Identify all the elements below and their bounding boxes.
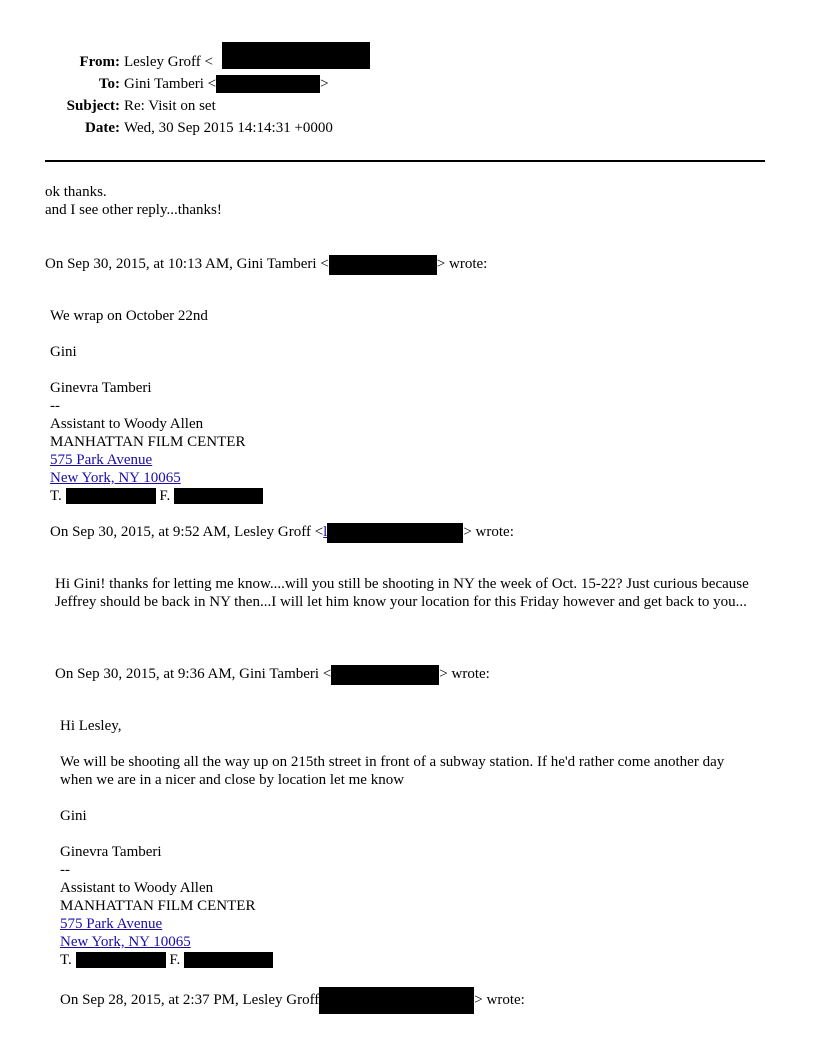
quote3-phone-redaction <box>76 952 166 968</box>
quote3-sig-name: Ginevra Tamberi <box>60 844 162 860</box>
quote3-phone-label: T. <box>60 952 72 968</box>
quote3-fax-redaction <box>184 952 273 968</box>
quote3-fax-label: F. <box>169 952 181 968</box>
quote1-intro-suffix: > wrote: <box>436 256 488 272</box>
quote1-sig-title: Assistant to Woody Allen <box>50 416 204 432</box>
quote1-address-link[interactable]: 575 Park Avenue <box>50 452 153 468</box>
quote3-intro <box>55 665 490 685</box>
to-close: > <box>320 76 329 92</box>
quote1-message: We wrap on October 22nd <box>50 308 208 324</box>
quote2-intro-prefix: On Sep 30, 2015, at 9:52 AM, Lesley Groff < <box>50 524 324 540</box>
quote1-sig-dash: -- <box>50 398 60 414</box>
quote1-fax-label: F. <box>159 488 171 504</box>
from-label: From: <box>79 54 120 70</box>
quote1-phone-redaction <box>66 488 156 504</box>
quote3-intro-prefix: On Sep 30, 2015, at 9:36 AM, Gini Tamberi < <box>55 666 332 682</box>
body-line-2: and I see other reply...thanks! <box>45 202 222 218</box>
quote3-phone-line <box>60 951 273 969</box>
quote3-sign: Gini <box>60 808 87 824</box>
body-line-1: ok thanks. <box>45 184 107 200</box>
quote1-sig-name: Ginevra Tamberi <box>50 380 152 396</box>
date-label: Date: <box>85 120 120 136</box>
quote1-intro <box>45 255 487 275</box>
quote3-intro-suffix: > wrote: <box>439 666 490 682</box>
quote3-greeting: Hi Lesley, <box>60 718 122 734</box>
quote4-intro-suffix: > wrote: <box>474 991 525 1008</box>
quote2-intro <box>50 523 514 543</box>
subject-label: Subject: <box>66 98 120 114</box>
quote3-sig-dash: -- <box>60 862 70 878</box>
quote3-address-link[interactable]: 575 Park Avenue <box>60 916 163 932</box>
quote1-phone-label: T. <box>50 488 62 504</box>
quote1-city-link[interactable]: New York, NY 10065 <box>50 470 181 486</box>
date-value: Wed, 30 Sep 2015 14:14:31 +0000 <box>124 120 333 136</box>
quote3-email-redaction <box>331 665 439 685</box>
quote3-city-link[interactable]: New York, NY 10065 <box>60 934 191 950</box>
to-value <box>124 75 329 93</box>
quote2-intro-suffix: > wrote: <box>463 524 514 540</box>
quote3-message: We will be shooting all the way up on 215th street in front of a subway station. If he'd rather come another day when we are in a nicer and close by location let me know <box>60 754 725 788</box>
quote1-sig-company: MANHATTAN FILM CENTER <box>50 434 246 450</box>
quote3-sig-company: MANHATTAN FILM CENTER <box>60 898 256 914</box>
to-label: To: <box>98 76 120 92</box>
quote1-email-redaction <box>329 255 437 275</box>
from-name: Lesley Groff < <box>124 54 213 70</box>
to-email-redaction <box>216 75 320 93</box>
header-divider <box>45 160 765 162</box>
quote1-fax-redaction <box>174 488 263 504</box>
quote1-phone-line <box>50 487 263 505</box>
quote2-email-redaction <box>327 523 463 543</box>
quote1-intro-prefix: On Sep 30, 2015, at 10:13 AM, Gini Tamberi < <box>45 256 329 272</box>
quote4-intro-prefix: On Sep 28, 2015, at 2:37 PM, Lesley Groff <box>60 991 320 1008</box>
from-email-redaction <box>222 42 370 69</box>
subject-value: Re: Visit on set <box>124 98 216 114</box>
from-value <box>124 53 213 71</box>
quote2-message: Hi Gini! thanks for letting me know....will you still be shooting in NY the week of Oct. 15-22? Just curious because Jeffrey should be back in NY then...I will let him know your location for this Friday however and get back to you... <box>55 576 749 610</box>
quote4-intro <box>60 987 525 1014</box>
quote4-email-redaction <box>319 987 474 1014</box>
quote2-email-link[interactable]: l <box>323 524 328 540</box>
quote3-sig-title: Assistant to Woody Allen <box>60 880 214 896</box>
to-name: Gini Tamberi < <box>124 76 217 92</box>
quote1-sign: Gini <box>50 344 77 360</box>
